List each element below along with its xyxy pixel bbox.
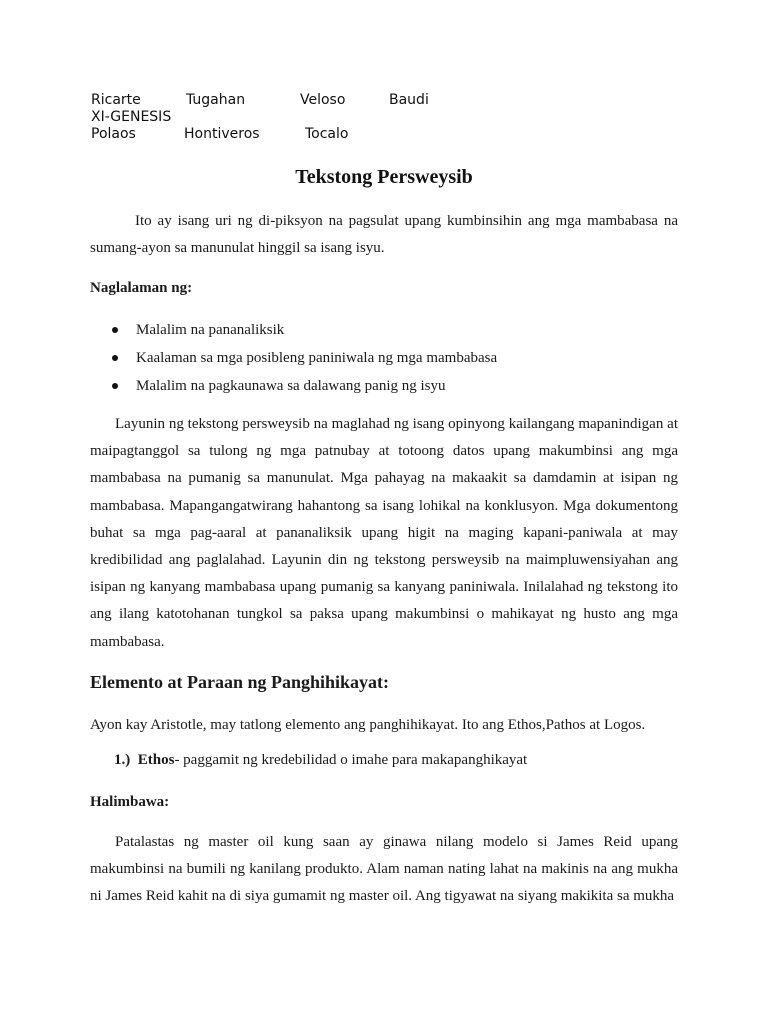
author-name: Baudi xyxy=(389,92,429,108)
author-name: Tugahan xyxy=(186,92,246,108)
elemento-heading: Elemento at Paraan ng Panghihikayat: xyxy=(90,672,390,692)
list-item-text: Kaalaman sa mga posibleng paniniwala ng mga mambabasa xyxy=(136,350,498,366)
author-name: Tocalo xyxy=(305,126,349,142)
bullet-icon xyxy=(112,355,118,361)
ethos-term: Ethos xyxy=(137,752,175,768)
aristotle-paragraph: Ayon kay Aristotle, may tatlong elemento ang panghihikayat. Ito ang Ethos,Pathos at Logos. xyxy=(90,717,646,733)
list-item xyxy=(90,372,690,400)
list-item xyxy=(90,316,690,344)
author-name: Hontiveros xyxy=(184,126,260,142)
list-item xyxy=(90,344,690,372)
list-item-text: Malalim na pananaliksik xyxy=(136,322,285,338)
halimbawa-heading: Halimbawa: xyxy=(90,794,170,810)
author-name: Polaos xyxy=(91,126,136,142)
bullet-icon xyxy=(112,327,118,333)
list-item-text: Malalim na pagkaunawa sa dalawang panig ng isyu xyxy=(136,378,446,394)
document-title: Tekstong Persweysib xyxy=(295,166,473,188)
bullet-icon xyxy=(112,383,118,389)
class-section: XI-GENESIS xyxy=(91,109,172,125)
bullet-list xyxy=(90,316,690,400)
intro-paragraph: Ito ay isang uri ng di-piksyon na pagsulat upang kumbinsihin ang mga mambabasa na sumang-ayon sa manunulat hinggil sa isang isyu. xyxy=(90,213,678,257)
ethos-definition: - paggamit ng kredebilidad o imahe para makapanghikayat xyxy=(174,752,528,768)
author-name: Ricarte xyxy=(91,92,141,108)
ethos-item xyxy=(114,752,527,769)
author-name: Veloso xyxy=(300,92,346,108)
ethos-number: 1.) xyxy=(114,752,131,768)
naglalaman-heading: Naglalaman ng: xyxy=(90,280,193,296)
layunin-paragraph: Layunin ng tekstong persweysib na maglahad ng isang opinyong kailangang mapanindigan at maipagtanggol sa tulong ng mga patnubay at totoong datos upang makumbinsi ang mga mambabasa na pumanig sa manunulat. Mga pahayag na makaakit sa damdamin at isipan ng mambabasa. Mapangangatwirang hahantong sa isang lohikal na konklusyon. Mga dokumentong buhat sa mga pag-aaral at pananaliksik upang higit na maging kapani-paniwala at may kredibilidad ang paglalahad. Layunin din ng tekstong persweysib na maimpluwensiyahan ang isipan ng kanyang mambabasa upang pumanig sa kanyang paniniwala. Inilalahad ng tekstong ito ang ilang katotohanan tungkol sa paksa upang makumbinsi o mahikayat ng husto ang mga mambabasa. xyxy=(90,416,678,650)
example-paragraph: Patalastas ng master oil kung saan ay ginawa nilang modelo si James Reid upang makumbinsi na bumili ng kanilang produkto. Alam naman nating lahat na makinis na ang mukha ni James Reid kahit na di siya gumamit ng master oil. Ang tigyawat na siyang makikita sa mukha xyxy=(90,834,678,905)
